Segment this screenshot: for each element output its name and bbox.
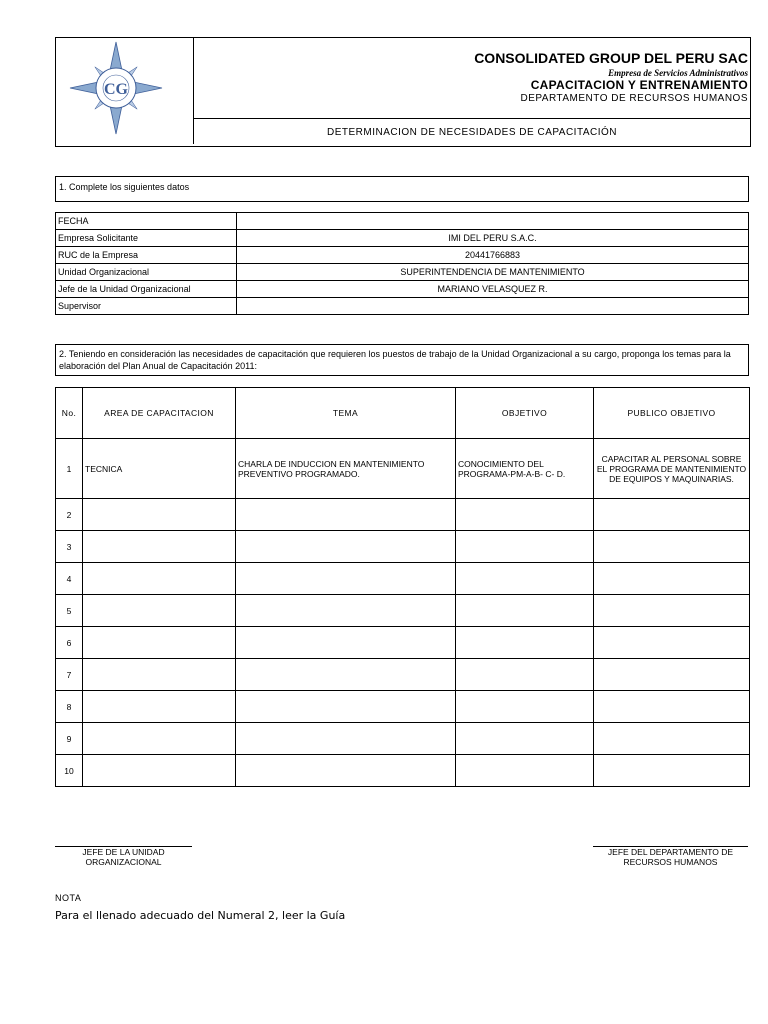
table-row — [56, 499, 750, 531]
cell-tema[interactable] — [236, 595, 456, 627]
document-title: DETERMINACION DE NECESIDADES DE CAPACITACIÓN — [327, 127, 617, 138]
cell-objetivo[interactable] — [456, 595, 594, 627]
cell-area[interactable] — [83, 755, 236, 787]
table-row — [56, 595, 750, 627]
data-row-label: RUC de la Empresa — [56, 247, 237, 264]
data-row-value[interactable] — [237, 213, 749, 230]
column-header-publico: PUBLICO OBJETIVO — [594, 388, 750, 439]
cell-area[interactable]: TECNICA — [83, 439, 236, 499]
company-logo — [56, 38, 192, 144]
cell-tema[interactable] — [236, 659, 456, 691]
left-signature-label: JEFE DE LA UNIDAD ORGANIZACIONAL — [82, 847, 165, 867]
company-name: CONSOLIDATED GROUP DEL PERU SAC — [474, 50, 748, 66]
cell-objetivo[interactable] — [456, 659, 594, 691]
cell-objetivo[interactable] — [456, 563, 594, 595]
cell-publico[interactable] — [594, 755, 750, 787]
table-row — [56, 755, 750, 787]
cell-no: 4 — [56, 563, 83, 595]
cell-area[interactable] — [83, 563, 236, 595]
cell-no: 5 — [56, 595, 83, 627]
data-row — [56, 230, 749, 247]
note-label: NOTA — [55, 893, 82, 903]
cell-publico[interactable] — [594, 531, 750, 563]
cell-objetivo[interactable] — [456, 627, 594, 659]
cell-no: 10 — [56, 755, 83, 787]
cell-objetivo[interactable] — [456, 723, 594, 755]
table-row — [56, 439, 750, 499]
data-row — [56, 264, 749, 281]
cell-area[interactable] — [83, 627, 236, 659]
training-topics-table — [55, 387, 750, 787]
cell-tema[interactable] — [236, 691, 456, 723]
cell-publico[interactable] — [594, 659, 750, 691]
data-row-label: Unidad Organizacional — [56, 264, 237, 281]
table-header-row — [56, 388, 750, 439]
table-row — [56, 563, 750, 595]
cell-tema[interactable] — [236, 723, 456, 755]
column-header-area: AREA DE CAPACITACION — [83, 388, 236, 439]
cell-no: 9 — [56, 723, 83, 755]
cell-publico[interactable] — [594, 563, 750, 595]
cell-no: 3 — [56, 531, 83, 563]
section2-heading: 2. Teniendo en consideración las necesidades de capacitación que requieren los puestos de trabajo de la Unidad Organizacional a su cargo, proponga los temas para la elaboración del Plan Anual de Capacitación 2011: — [55, 344, 749, 376]
data-row-label: FECHA — [56, 213, 237, 230]
data-row — [56, 298, 749, 315]
cell-tema[interactable] — [236, 627, 456, 659]
cell-objetivo[interactable] — [456, 691, 594, 723]
company-data-table — [55, 212, 749, 315]
right-signature-label: JEFE DEL DEPARTAMENTO DE RECURSOS HUMANOS — [607, 847, 734, 867]
cell-area[interactable] — [83, 531, 236, 563]
table-row — [56, 723, 750, 755]
cell-tema[interactable]: CHARLA DE INDUCCION EN MANTENIMIENTO PREVENTIVO PROGRAMADO. — [236, 439, 456, 499]
column-header-tema: TEMA — [236, 388, 456, 439]
department-title: CAPACITACION Y ENTRENAMIENTO — [530, 78, 748, 92]
cell-area[interactable] — [83, 691, 236, 723]
data-row — [56, 213, 749, 230]
company-subtitle: Empresa de Servicios Administrativos — [608, 68, 748, 78]
data-row-value[interactable] — [237, 298, 749, 315]
table-row — [56, 659, 750, 691]
data-row-value[interactable]: MARIANO VELASQUEZ R. — [237, 281, 749, 298]
column-header-no: No. — [56, 388, 83, 439]
data-row-value[interactable]: IMI DEL PERU S.A.C. — [237, 230, 749, 247]
cell-tema[interactable] — [236, 499, 456, 531]
data-row-label: Empresa Solicitante — [56, 230, 237, 247]
data-row-value[interactable]: SUPERINTENDENCIA DE MANTENIMIENTO — [237, 264, 749, 281]
document-header — [55, 37, 751, 147]
cell-objetivo[interactable] — [456, 755, 594, 787]
cell-no: 6 — [56, 627, 83, 659]
table-row — [56, 627, 750, 659]
cell-tema[interactable] — [236, 755, 456, 787]
cell-objetivo[interactable] — [456, 499, 594, 531]
cell-area[interactable] — [83, 595, 236, 627]
cell-no: 1 — [56, 439, 83, 499]
cell-publico[interactable] — [594, 595, 750, 627]
table-row — [56, 531, 750, 563]
logo-letters: CG — [104, 81, 128, 98]
cell-publico[interactable] — [594, 723, 750, 755]
cell-publico[interactable]: CAPACITAR AL PERSONAL SOBRE EL PROGRAMA DE MANTENIMIENTO DE EQUIPOS Y MAQUINARIAS. — [594, 439, 750, 499]
cell-publico[interactable] — [594, 691, 750, 723]
table-row — [56, 691, 750, 723]
data-row-value[interactable]: 20441766883 — [237, 247, 749, 264]
data-row-label: Jefe de la Unidad Organizacional — [56, 281, 237, 298]
data-row — [56, 281, 749, 298]
data-row — [56, 247, 749, 264]
section1-heading: 1. Complete los siguientes datos — [55, 176, 749, 202]
cell-publico[interactable] — [594, 627, 750, 659]
hr-department: DEPARTAMENTO DE RECURSOS HUMANOS — [520, 93, 748, 104]
cell-no: 7 — [56, 659, 83, 691]
data-row-label: Supervisor — [56, 298, 237, 315]
cell-no: 8 — [56, 691, 83, 723]
cell-tema[interactable] — [236, 531, 456, 563]
note-text: Para el llenado adecuado del Numeral 2, leer la Guía — [55, 909, 346, 922]
cell-tema[interactable] — [236, 563, 456, 595]
cell-objetivo[interactable] — [456, 531, 594, 563]
cell-area[interactable] — [83, 723, 236, 755]
cell-no: 2 — [56, 499, 83, 531]
cell-objetivo[interactable]: CONOCIMIENTO DEL PROGRAMA-PM-A-B- C- D. — [456, 439, 594, 499]
cell-area[interactable] — [83, 659, 236, 691]
column-header-objetivo: OBJETIVO — [456, 388, 594, 439]
cell-publico[interactable] — [594, 499, 750, 531]
company-cell — [194, 38, 750, 119]
cell-area[interactable] — [83, 499, 236, 531]
logo-cell — [56, 38, 194, 144]
